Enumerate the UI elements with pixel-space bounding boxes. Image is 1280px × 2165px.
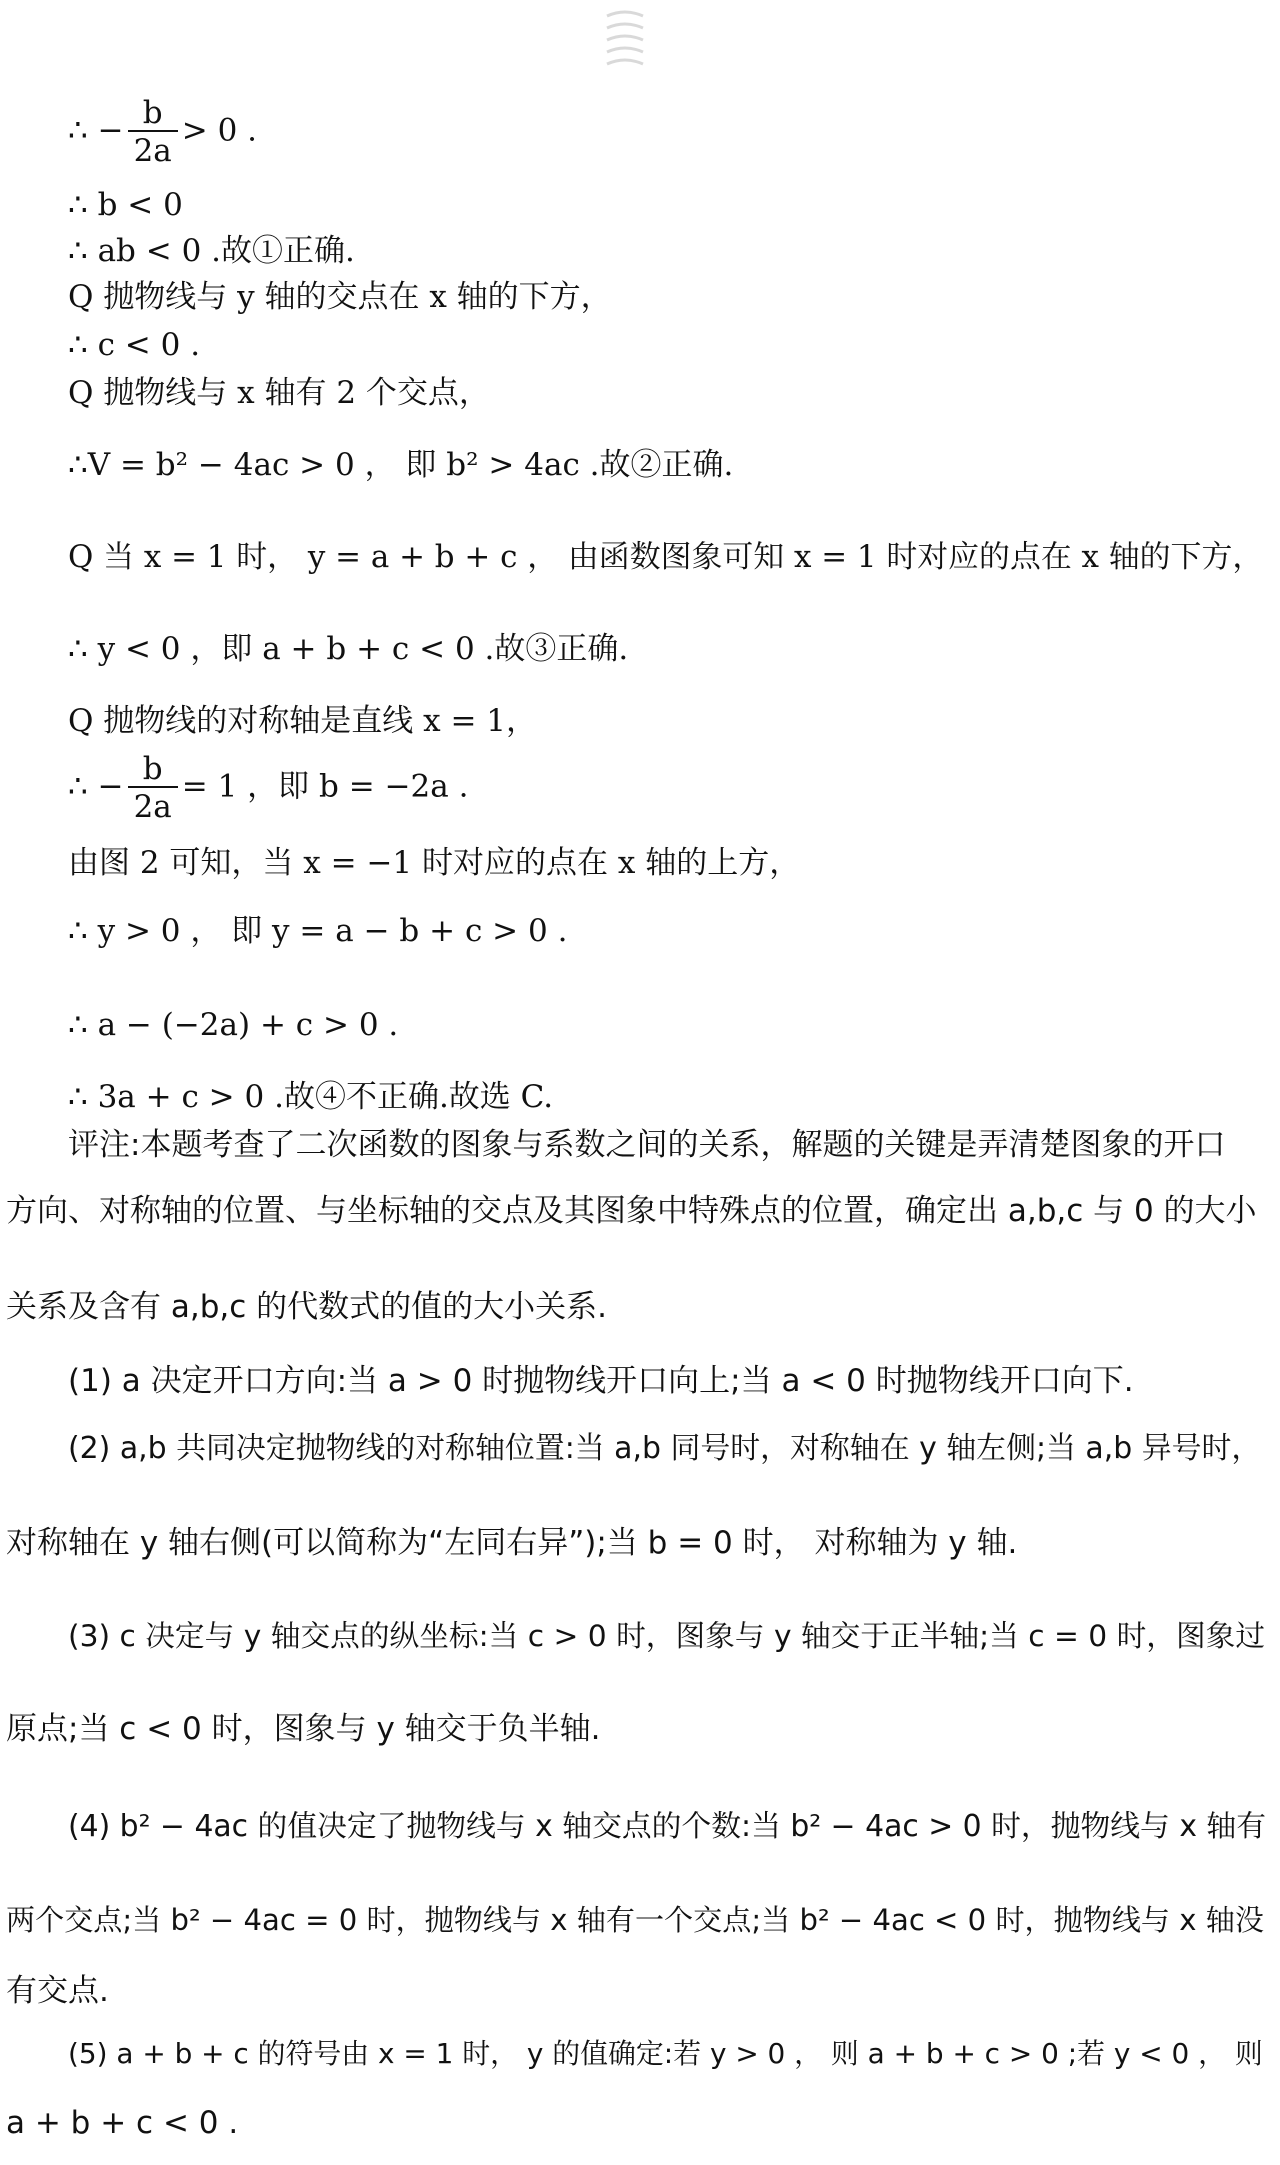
line-axis-of-symmetry: Q 抛物线的对称轴是直线 x = 1， xyxy=(68,703,538,739)
line-prefix: ∴ − xyxy=(68,112,124,149)
fraction xyxy=(128,752,178,824)
fraction-numerator: b xyxy=(142,95,163,131)
line-neg-b-over-2a-positive xyxy=(68,96,257,168)
line-a-plus-b-plus-c-negative: ∴ y < 0 ，即 a + b + c < 0 .故③正确. xyxy=(68,631,629,667)
point-2-line-2: 对称轴在 y 轴右侧(可以简称为“左同右异”);当 b = 0 时， 对称轴为 y 轴. xyxy=(6,1525,1018,1561)
point-1: (1) a 决定开口方向:当 a > 0 时抛物线开口向上;当 a < 0 时抛物线开口向下. xyxy=(68,1363,1134,1399)
watermark-icon xyxy=(603,6,647,70)
line-b-equals-neg-2a xyxy=(68,752,468,824)
line-x-equals-1: Q 当 x = 1 时， y = a + b + c ， 由函数图象可知 x = 1 时对应的点在 x 轴的下方， xyxy=(68,539,1264,575)
point-2-line-1: (2) a,b 共同决定抛物线的对称轴位置:当 a,b 同号时，对称轴在 y 轴左侧;当 a,b 异号时， xyxy=(68,1431,1262,1466)
line-x-axis-two-points: Q 抛物线与 x 轴有 2 个交点， xyxy=(68,375,490,411)
point-5-line-1: (5) a + b + c 的符号由 x = 1 时， y 的值确定:若 y > 0 ， 则 a + b + c > 0 ;若 y < 0 ， 则 xyxy=(68,2037,1263,2070)
point-5-line-2: a + b + c < 0 . xyxy=(6,2105,239,2141)
point-3-line-2: 原点;当 c < 0 时，图象与 y 轴交于负半轴. xyxy=(6,1711,601,1747)
line-y-positive: ∴ y > 0 ， 即 y = a − b + c > 0 . xyxy=(68,913,568,949)
comment-line-2: 方向、对称轴的位置、与坐标轴的交点及其图象中特殊点的位置，确定出 a,b,c 与 0 的大小 xyxy=(6,1193,1257,1229)
line-discriminant-positive: ∴V = b² − 4ac > 0 ， 即 b² > 4ac .故②正确. xyxy=(68,447,734,483)
line-x-equals-neg-1: 由图 2 可知，当 x = −1 时对应的点在 x 轴的上方， xyxy=(68,845,801,881)
line-suffix: = 1 ，即 b = −2a . xyxy=(181,768,469,805)
line-b-negative: ∴ b < 0 xyxy=(68,187,183,223)
fraction-numerator: b xyxy=(142,751,163,787)
fraction-denominator: 2a xyxy=(128,130,178,168)
fraction-denominator: 2a xyxy=(128,786,178,824)
line-suffix: > 0 . xyxy=(181,112,258,149)
comment-line-3: 关系及含有 a,b,c 的代数式的值的大小关系. xyxy=(6,1289,607,1325)
point-4-line-1: (4) b² − 4ac 的值决定了抛物线与 x 轴交点的个数:当 b² − 4ac > 0 时，抛物线与 x 轴有 xyxy=(68,1809,1267,1844)
point-3-line-1: (3) c 决定与 y 轴交点的纵坐标:当 c > 0 时，图象与 y 轴交于正半轴;当 c = 0 时，图象过 xyxy=(68,1619,1266,1654)
point-4-line-3: 有交点. xyxy=(6,1973,109,2009)
line-ab-negative: ∴ ab < 0 .故①正确. xyxy=(68,233,355,269)
line-conclusion-choose-c: ∴ 3a + c > 0 .故④不正确.故选 C. xyxy=(68,1079,554,1115)
line-prefix: ∴ − xyxy=(68,768,124,805)
line-substitution: ∴ a − (−2a) + c > 0 . xyxy=(68,1007,399,1043)
line-y-axis-intersection: Q 抛物线与 y 轴的交点在 x 轴的下方， xyxy=(68,279,612,315)
line-c-negative: ∴ c < 0 . xyxy=(68,327,201,363)
fraction xyxy=(128,96,178,168)
point-4-line-2: 两个交点;当 b² − 4ac = 0 时，抛物线与 x 轴有一个交点;当 b² − 4ac < 0 时，抛物线与 x 轴没 xyxy=(6,1903,1264,1937)
comment-line-1: 评注:本题考查了二次函数的图象与系数之间的关系，解题的关键是弄清楚图象的开口 xyxy=(68,1127,1226,1163)
